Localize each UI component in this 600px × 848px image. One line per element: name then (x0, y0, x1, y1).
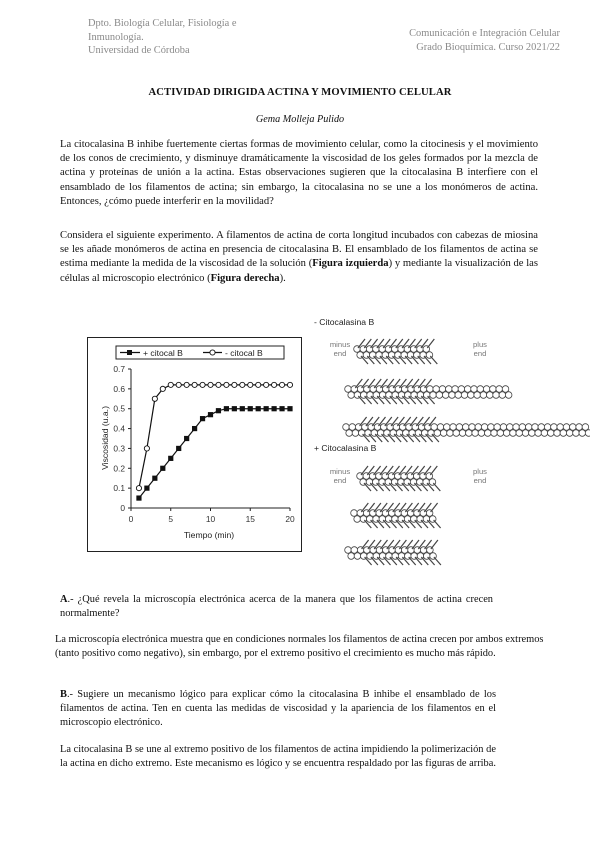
data-point (168, 456, 173, 461)
data-point (176, 446, 181, 451)
minus-end-label: minus (329, 340, 351, 349)
data-point (264, 406, 269, 411)
plus-end-label: plus (473, 467, 487, 476)
y-axis-label: Viscosidad (u.a.) (100, 406, 110, 470)
data-point (200, 416, 205, 421)
data-point (152, 476, 157, 481)
answer-b: La citocalasina B se une al extremo positivo de los filamentos de actina impidiendo la polimerización de la actina en dicho extremo. Este mecanismo es lógico y se encuentra respaldado por las figuras de arriba. (60, 744, 496, 770)
x-tick-label: 20 (285, 514, 295, 524)
answer-a: La microscopía electrónica muestra que en condiciones normales los filamentos de actina crecen por ambos extremos (tanto positivo como negativo), sin embargo, por el extremo positivo el crecimiento es mucho más rápido. (55, 634, 544, 660)
data-point (232, 406, 237, 411)
data-point (248, 406, 253, 411)
data-point (192, 382, 197, 387)
data-point (144, 446, 149, 451)
data-point (279, 406, 284, 411)
actin-filament (354, 339, 438, 364)
question-b-label: B (60, 689, 67, 700)
data-point (224, 382, 229, 387)
header-course (330, 27, 560, 54)
document-title: ACTIVIDAD DIRIGIDA ACTINA Y MOVIMIENTO CELULAR (148, 87, 452, 98)
legend-label-minus: - citocal B (225, 348, 263, 358)
document-author: Gema Molleja Pulido (255, 114, 345, 125)
data-point (168, 382, 173, 387)
chart-legend (116, 346, 284, 359)
actin-filaments (343, 339, 590, 565)
data-point (287, 406, 292, 411)
plus-end-label: end (473, 349, 487, 358)
header-left-line: Universidad de Córdoba (88, 45, 190, 56)
data-point (136, 495, 141, 500)
question-a-label: A (60, 594, 68, 605)
actin-filament (345, 540, 441, 565)
data-point (272, 382, 277, 387)
x-tick-label: 10 (205, 514, 216, 524)
question-a-text: .- ¿Qué revela la microscopía electrónica acerca de la manera que los filamentos de actina crecen normalmente? (60, 594, 493, 620)
actin-filament (357, 466, 441, 491)
figure-left-reference: Figura izquierda (312, 258, 389, 270)
y-tick-label: 0.7 (113, 364, 125, 374)
intro-paragraph-2 (60, 229, 538, 286)
intro-paragraph-1: La citocalasina B inhibe fuertemente ciertas formas de movimiento celular, como la citocinesis y el movimiento de los conos de crecimiento, y disminuye dramáticamente la viscosidad de los geles formados por la mezcla de actina y proteínas de unión a la actina. Estas observaciones sugieren que la citocalasina B interfiere con el ensamblado de los filamentos de actina; sin embargo, la citocalasina no se une a los monómeros de actina. Entonces, ¿cómo puede interferir en la movilidad? (60, 139, 538, 207)
data-point (160, 466, 165, 471)
data-point (200, 382, 205, 387)
viscosity-chart-frame (87, 337, 302, 552)
plus-end-label: plus (473, 340, 487, 349)
end-labels (330, 340, 487, 485)
header-left-line: Inmunología. (88, 31, 144, 43)
intro-text: ). (279, 272, 286, 284)
open-circle-marker-icon (210, 350, 215, 355)
data-point (208, 412, 213, 417)
intro-text: Considera el siguiente experimento. A filamentos de actina de corta longitud incubados con cabezas de miosina se les añade monómeros de actina en presencia de citocalasina B. El ensamblado de los filamentos de actina se estima mediante la medida de la viscosidad de la solución ( (60, 230, 538, 270)
y-tick-label: 0.4 (113, 423, 125, 434)
data-point (136, 486, 141, 491)
data-point (176, 382, 181, 387)
header-right-line: Grado Bioquímica. Curso 2021/22 (416, 41, 560, 53)
data-point (160, 386, 165, 391)
section-minus-citocalasina: - Citocalasina B (314, 317, 375, 327)
chart-series (136, 382, 292, 500)
actin-filament (345, 379, 512, 404)
header-right-line: Comunicación e Integración Celular (409, 28, 560, 39)
minus-end-label: end (333, 349, 347, 358)
x-axis-label: Tiempo (min) (183, 530, 235, 540)
header-left-line: Dpto. Biología Celular, Fisiología e (88, 18, 237, 29)
data-point (256, 406, 261, 411)
section-plus-citocalasina: + Citocalasina B (314, 443, 377, 453)
question-b (60, 688, 496, 731)
x-tick-label: 15 (245, 514, 255, 524)
data-point (192, 426, 197, 431)
data-point (224, 406, 229, 411)
microscopy-diagram (310, 310, 590, 570)
y-tick-label: 0.5 (113, 403, 125, 414)
viscosity-chart (88, 338, 301, 551)
plus-end-label: end (473, 476, 487, 485)
header-department (88, 17, 288, 58)
data-point (144, 486, 149, 491)
legend-label-plus: + citocal B (143, 348, 183, 358)
data-point (152, 396, 157, 401)
y-tick-label: 0.2 (113, 463, 125, 474)
data-point (232, 382, 237, 387)
actin-filament (343, 417, 590, 442)
question-a (60, 593, 493, 621)
data-point (272, 406, 277, 411)
data-point (216, 408, 221, 413)
data-point (208, 382, 213, 387)
filament-diagram (310, 310, 590, 570)
data-point (216, 382, 221, 387)
filled-square-marker-icon (127, 350, 132, 355)
figure-right-reference: Figura derecha (210, 272, 280, 284)
minus-end-label: end (333, 476, 347, 485)
data-point (279, 382, 284, 387)
question-b-text: .- Sugiere un mecanismo lógico para explicar cómo la citocalasina B inhibe el ensamblado de los filamentos de actina. Ten en cuenta las medidas de viscosidad y la apariencia de los filamentos en el microscopio electrónico. (60, 689, 496, 729)
data-point (240, 382, 245, 387)
minus-end-label: minus (329, 467, 351, 476)
data-point (184, 382, 189, 387)
y-tick-label: 0 (120, 503, 125, 513)
data-point (264, 382, 269, 387)
y-tick-label: 0.1 (113, 483, 125, 494)
data-point (248, 382, 253, 387)
actin-filament (351, 503, 441, 528)
data-point (256, 382, 261, 387)
data-point (240, 406, 245, 411)
y-tick-label: 0.6 (113, 383, 125, 394)
y-tick-label: 0.3 (113, 443, 125, 454)
x-tick-label: 0 (128, 514, 134, 524)
data-point (287, 382, 292, 387)
intro-text: ) y mediante la visualización de las células al microscopio electrónico ( (60, 258, 539, 284)
data-point (184, 436, 189, 441)
x-tick-label: 5 (168, 514, 174, 524)
